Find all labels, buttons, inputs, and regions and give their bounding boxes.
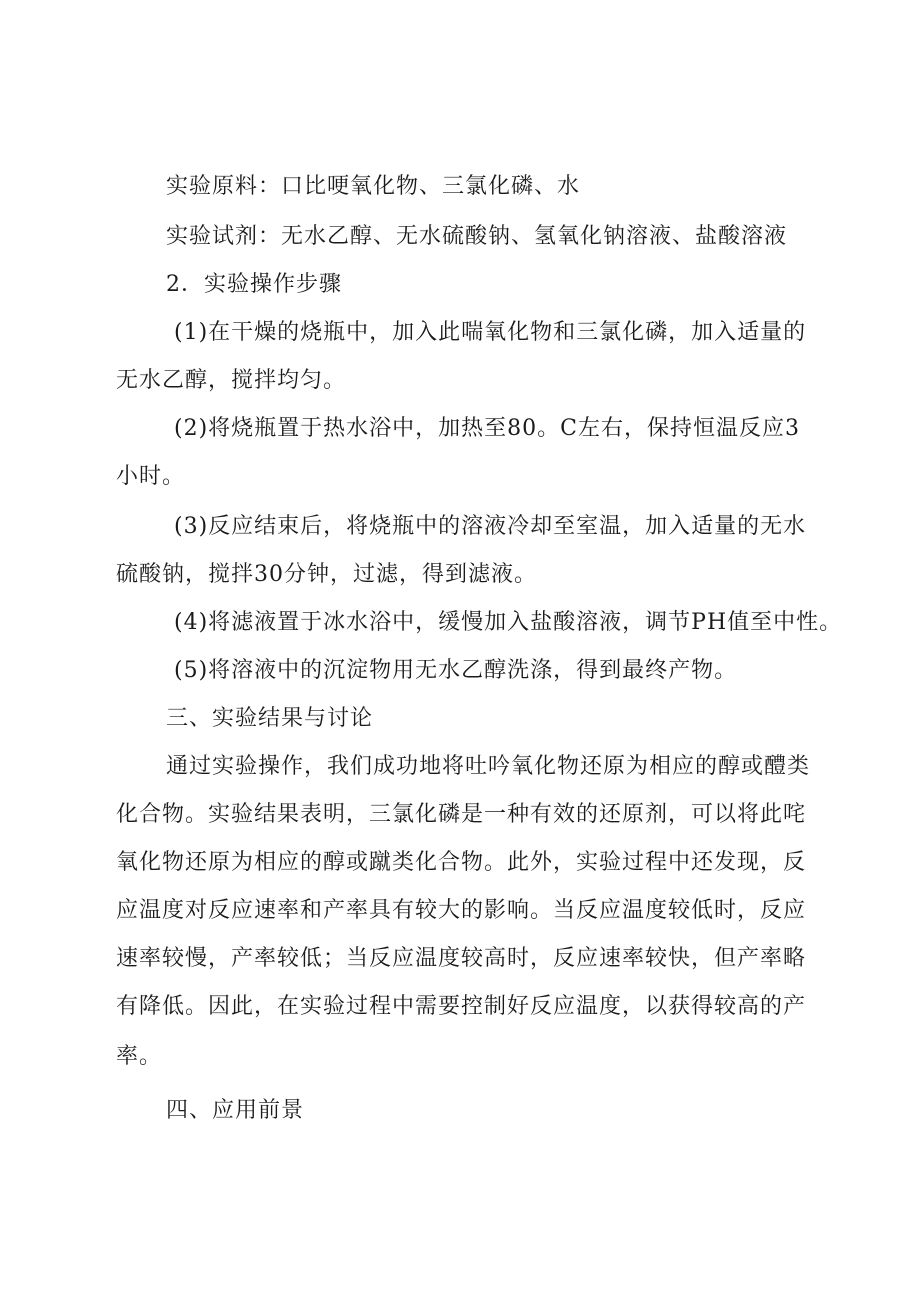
step-1-line-2: 无水乙醇，搅拌均匀。 xyxy=(116,368,347,393)
discussion-line-3: 氧化物还原为相应的醇或蹴类化合物。此外，实验过程中还发现，反 xyxy=(116,850,807,875)
discussion-line-4: 应温度对反应速率和产率具有较大的影响。当反应温度较低时，反应 xyxy=(116,898,807,923)
step-2-line-2: 小时。 xyxy=(116,464,186,489)
reagents-line: 实验试剂：无水乙醇、无水硫酸钠、氢氧化钠溶液、盐酸溶液 xyxy=(166,224,788,249)
discussion-line-7: 率。 xyxy=(116,1044,163,1069)
step-4-line: (4)将滤液置于冰水浴中，缓慢加入盐酸溶液，调节PH值至中性。 xyxy=(174,610,843,635)
discussion-line-5: 速率较慢，产率较低；当反应温度较高时，反应速率较快，但产率略 xyxy=(116,946,807,971)
step-5-line: (5)将溶液中的沉淀物用无水乙醇洗涤，得到最终产物。 xyxy=(174,658,738,683)
materials-line: 实验原料：口比哽氧化物、三氯化磷、水 xyxy=(166,174,581,199)
discussion-line-1: 通过实验操作，我们成功地将吐吟氧化物还原为相应的醇或醴类 xyxy=(166,754,811,779)
discussion-line-2: 化合物。实验结果表明，三氯化磷是一种有效的还原剂，可以将此咤 xyxy=(116,802,807,827)
step-1-line-1: (1)在干燥的烧瓶中，加入此喘氧化物和三氯化磷，加入适量的 xyxy=(174,320,807,345)
section2-heading: 2．实验操作步骤 xyxy=(166,272,342,297)
section3-heading: 三、实验结果与讨论 xyxy=(166,706,374,731)
step-3-line-1: (3)反应结束后，将烧瓶中的溶液冷却至室温，加入适量的无水 xyxy=(174,514,807,539)
discussion-line-6: 有降低。因此，在实验过程中需要控制好反应温度，以获得较高的产 xyxy=(116,994,807,1019)
section4-heading: 四、应用前景 xyxy=(166,1098,305,1123)
step-2-line-1: (2)将烧瓶置于热水浴中，加热至80。C左右，保持恒温反应3 xyxy=(174,416,800,441)
step-3-line-2: 硫酸钠，搅拌30分钟，过滤，得到滤液。 xyxy=(116,562,537,587)
